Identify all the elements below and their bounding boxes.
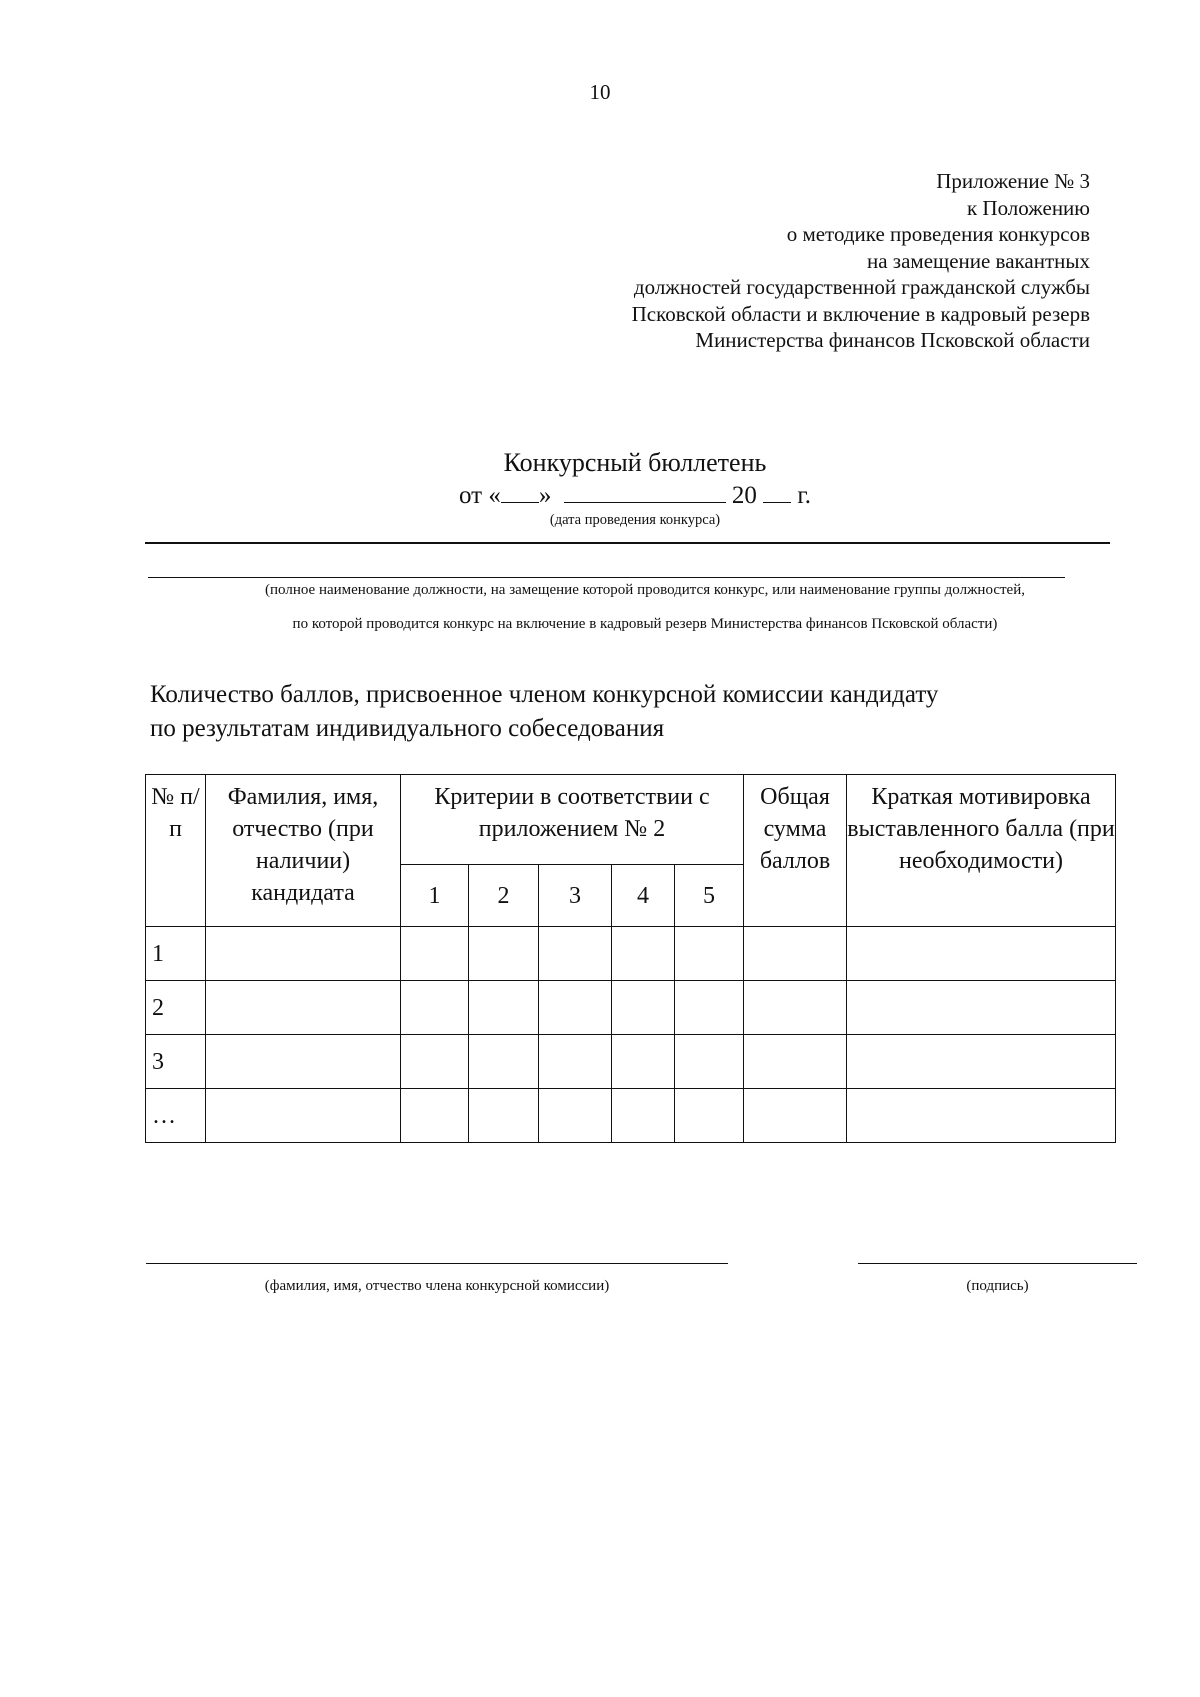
heading-line-1: Количество баллов, присвоенное членом конкурсной комиссии кандидату [150, 681, 939, 708]
criterion-cell [401, 1035, 469, 1089]
criterion-cell [401, 927, 469, 981]
divider-line [145, 542, 1110, 544]
appendix-line: на замещение вакантных [866, 248, 1090, 273]
header-number: № п/п [146, 775, 206, 927]
appendix-line: Министерства финансов Псковской области [695, 328, 1090, 352]
criterion-cell [612, 927, 675, 981]
reason-cell [847, 1089, 1116, 1143]
day-blank [501, 502, 539, 503]
row-number: … [146, 1089, 206, 1143]
criterion-header: 5 [675, 865, 744, 927]
month-blank [564, 502, 726, 503]
criterion-cell [469, 1089, 539, 1143]
total-cell [744, 1089, 847, 1143]
name-cell [206, 927, 401, 981]
signature-line [858, 1263, 1137, 1264]
table-row [146, 1035, 1116, 1089]
criterion-cell [675, 981, 744, 1035]
criterion-cell [539, 1089, 612, 1143]
position-caption-line-1: (полное наименование должности, на замещение которой проводится конкурс, или наименование группы должностей, [265, 582, 1025, 598]
name-cell [206, 1035, 401, 1089]
criterion-cell [469, 981, 539, 1035]
criterion-cell [469, 927, 539, 981]
criterion-cell [539, 981, 612, 1035]
criterion-cell [539, 1035, 612, 1089]
ballot-title: Конкурсный бюллетень [503, 448, 767, 477]
criterion-cell [469, 1035, 539, 1089]
appendix-line: Приложение № 3 [936, 169, 1090, 193]
reason-cell [847, 981, 1116, 1035]
row-number: 2 [146, 981, 206, 1035]
criterion-cell [612, 1035, 675, 1089]
criterion-header: 3 [539, 865, 612, 927]
position-name-line [148, 577, 1065, 578]
criterion-cell [612, 981, 675, 1035]
row-number: 3 [146, 1035, 206, 1089]
member-name-line [146, 1263, 728, 1264]
date-mid: » [538, 482, 552, 509]
ballot-date-line [0, 482, 1200, 510]
reason-cell [847, 1035, 1116, 1089]
total-cell [744, 981, 847, 1035]
criterion-cell [401, 1089, 469, 1143]
header-criteria: Критерии в соответствии с приложением № 2 [401, 775, 744, 865]
header-full-name: Фамилия, имя, отчество (при наличии) кандидата [206, 775, 401, 927]
appendix-line: должностей государственной гражданской службы [633, 275, 1090, 299]
page-number: 10 [589, 80, 611, 104]
appendix-header [632, 168, 1090, 354]
year-blank [763, 502, 791, 503]
reason-cell [847, 927, 1116, 981]
total-cell [744, 1035, 847, 1089]
total-cell [744, 927, 847, 981]
table-row [146, 981, 1116, 1035]
table-row [146, 927, 1116, 981]
header-reason: Краткая мотивировка выставленного балла (при необходимости) [847, 775, 1116, 927]
date-suffix: г. [797, 482, 812, 509]
signature-caption: (подпись) [966, 1278, 1029, 1294]
score-table [145, 774, 1116, 1143]
criterion-cell [675, 1089, 744, 1143]
name-cell [206, 1089, 401, 1143]
table-heading [150, 678, 938, 746]
criterion-cell [675, 927, 744, 981]
row-number: 1 [146, 927, 206, 981]
date-caption: (дата проведения конкурса) [549, 512, 721, 528]
criterion-cell [612, 1089, 675, 1143]
header-total: Общая сумма баллов [744, 775, 847, 927]
table-row [146, 1089, 1116, 1143]
criterion-header: 2 [469, 865, 539, 927]
name-cell [206, 981, 401, 1035]
criterion-cell [539, 927, 612, 981]
member-name-caption: (фамилия, имя, отчество члена конкурсной комиссии) [264, 1278, 610, 1294]
criterion-header: 1 [401, 865, 469, 927]
position-caption-line-2: по которой проводится конкурс на включение в кадровый резерв Министерства финансов Псковской области) [292, 616, 998, 632]
appendix-line: к Положению [966, 195, 1090, 220]
appendix-line: о методике проведения конкурсов [786, 222, 1090, 246]
date-year: 20 [731, 482, 757, 509]
criterion-header: 4 [612, 865, 675, 927]
date-prefix: от « [458, 482, 501, 509]
criterion-cell [675, 1035, 744, 1089]
criterion-cell [401, 981, 469, 1035]
heading-line-2: по результатам индивидуального собеседования [150, 715, 665, 742]
appendix-line: Псковской области и включение в кадровый резерв [631, 301, 1090, 326]
